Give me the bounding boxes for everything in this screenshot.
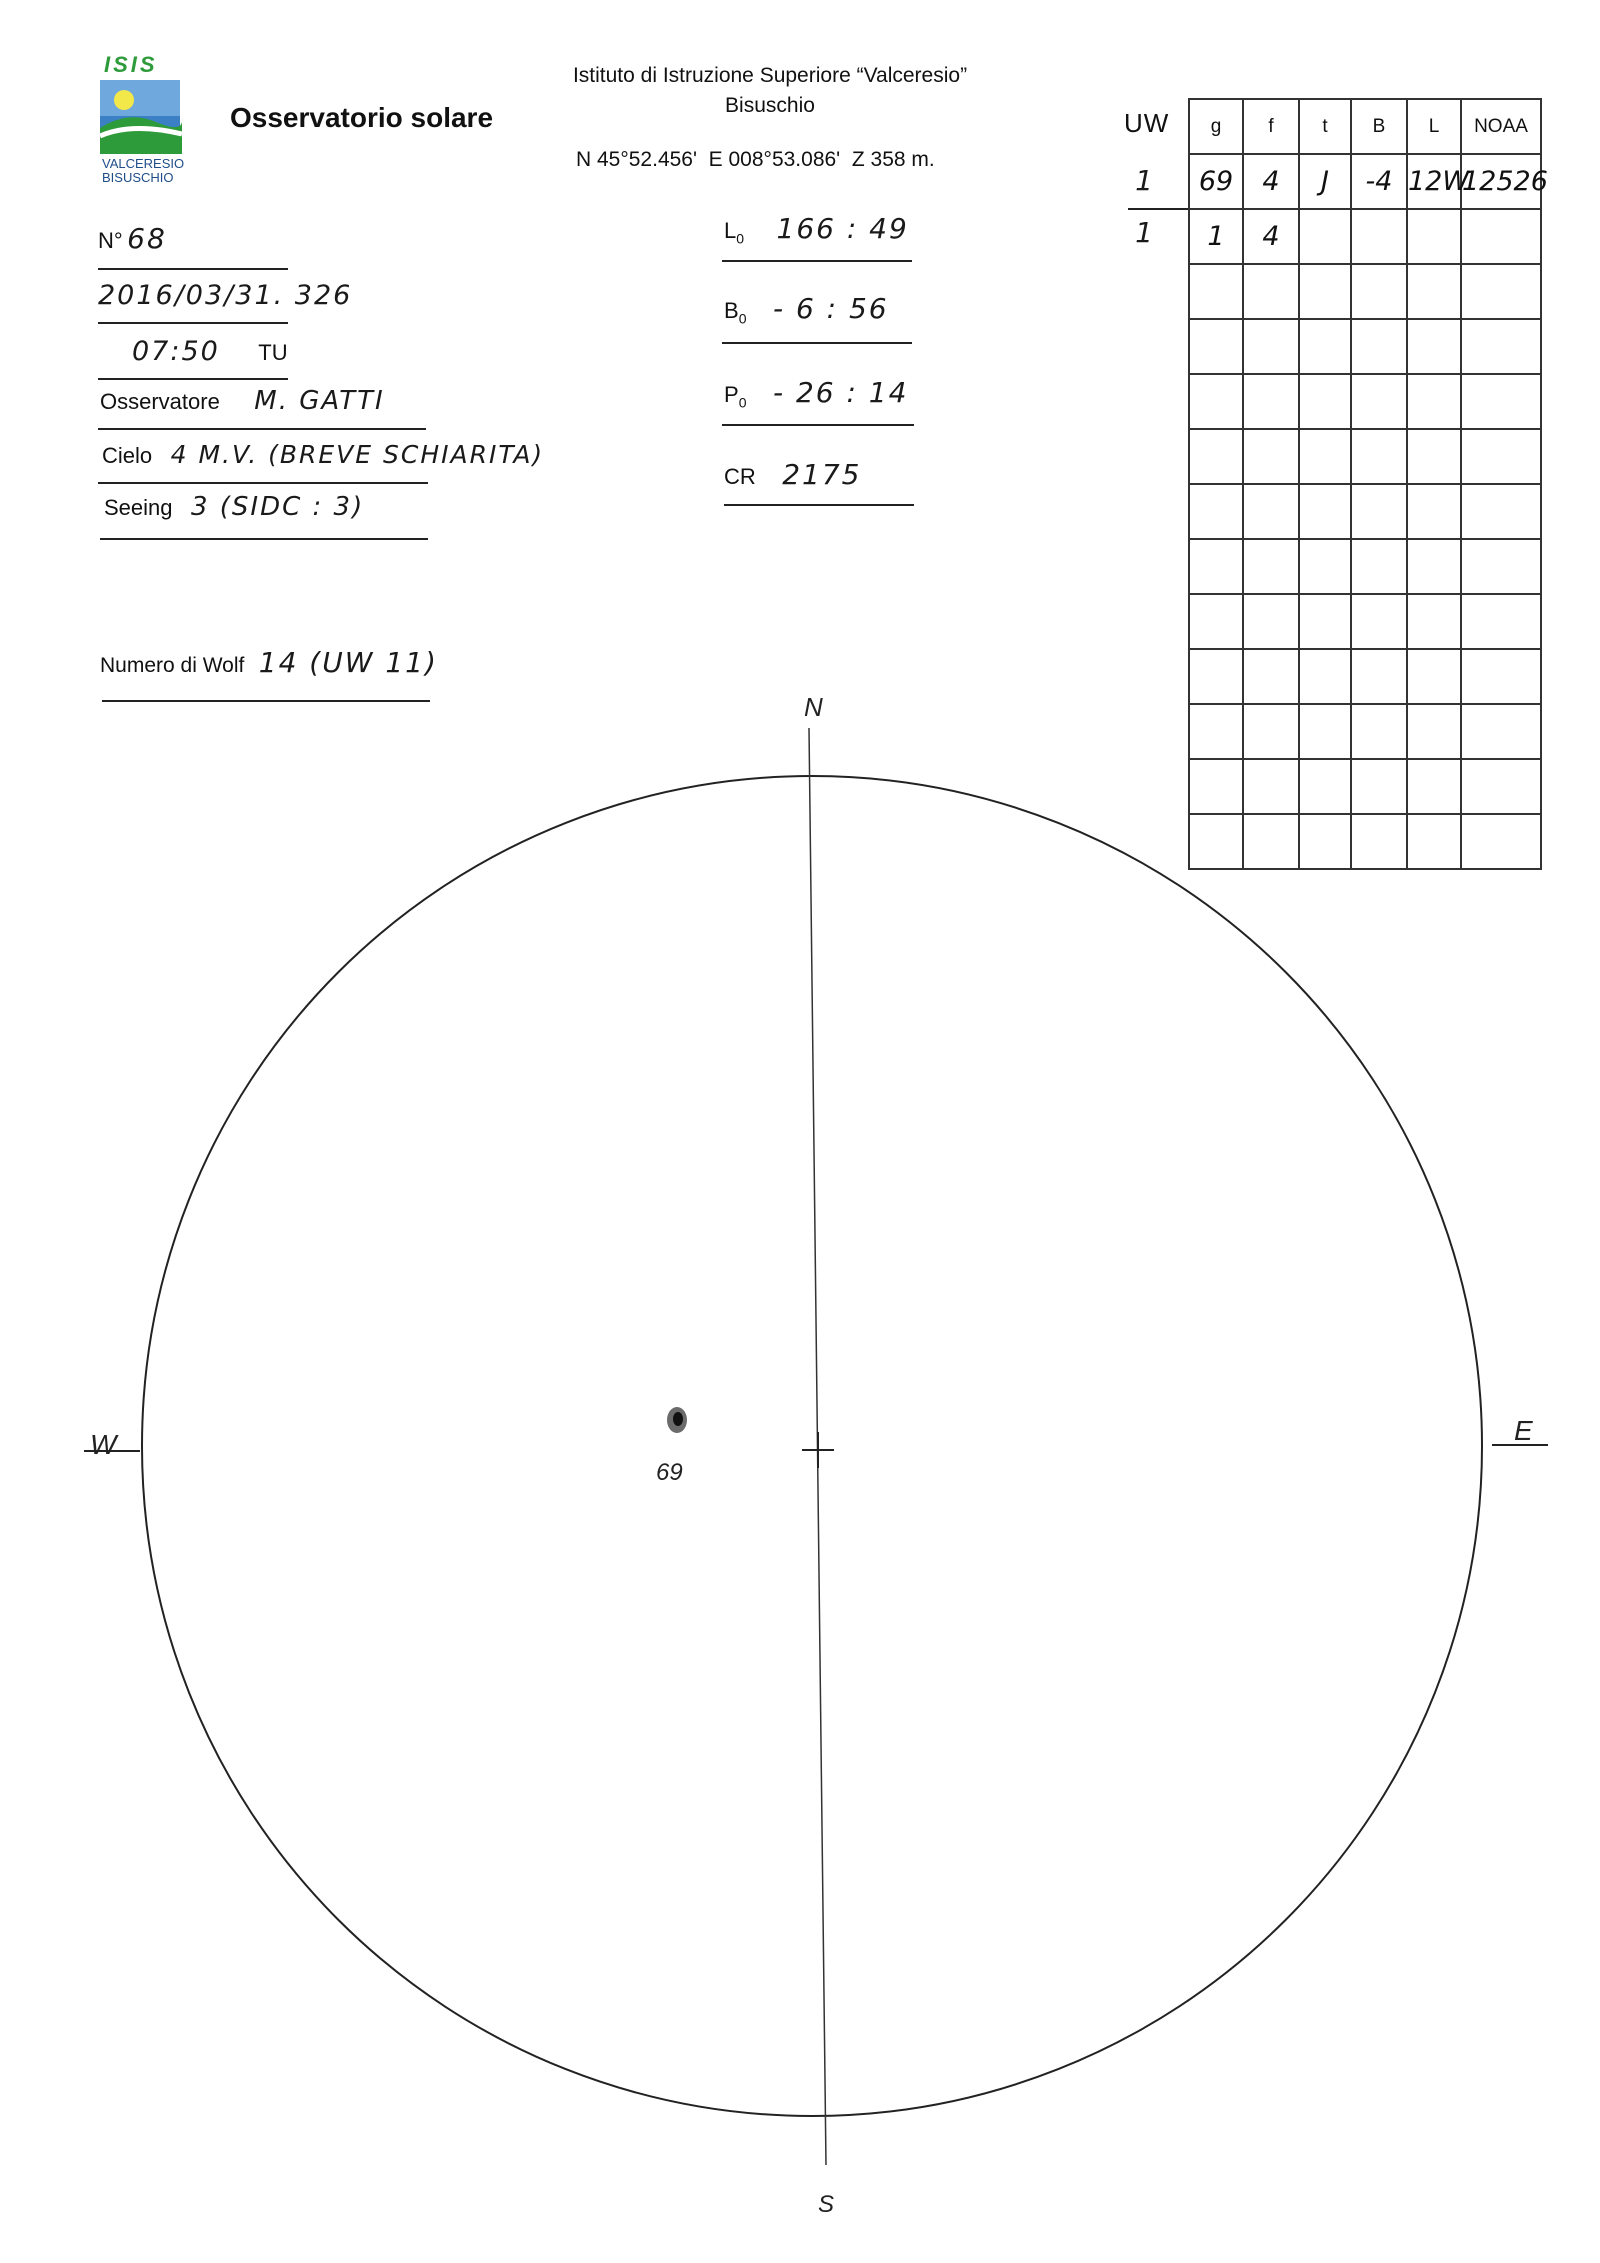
table-cell: 12W bbox=[1407, 154, 1461, 209]
uw-row-2: 1 bbox=[1135, 216, 1155, 249]
column-header-f: f bbox=[1243, 99, 1299, 154]
l0-value: 166 : 49 bbox=[776, 212, 909, 245]
south-label: S bbox=[818, 2191, 835, 2218]
table-cell: 4 bbox=[1243, 209, 1299, 264]
logo-caption-2: BISUSCHIO bbox=[102, 170, 174, 185]
logo-caption-1: VALCERESIO bbox=[102, 156, 185, 171]
uw-row-1: 1 bbox=[1135, 164, 1155, 197]
sunspot-label: 69 bbox=[656, 1459, 683, 1486]
east-label: E bbox=[1514, 1415, 1533, 1446]
observation-time-value: 07:50 bbox=[132, 336, 220, 367]
wolf-number-value: 14 (UW 11) bbox=[258, 646, 438, 679]
table-cell: 69 bbox=[1189, 154, 1243, 209]
table-cell: 1 bbox=[1189, 209, 1243, 264]
table-cell: 4 bbox=[1243, 154, 1299, 209]
sky-value: 4 M.V. (BREVE SCHIARITA) bbox=[170, 440, 545, 469]
cr-label: CR bbox=[724, 464, 756, 489]
record-number-value: 68 bbox=[127, 222, 167, 255]
observer-value: M. GATTI bbox=[254, 386, 385, 416]
observer-label: Osservatore bbox=[100, 389, 220, 414]
column-header-l: L bbox=[1407, 99, 1461, 154]
sunspot-group-69 bbox=[656, 1407, 687, 1486]
column-header-noaa: NOAA bbox=[1461, 99, 1541, 154]
observation-time-unit: TU bbox=[258, 340, 288, 365]
column-header-t: t bbox=[1299, 99, 1351, 154]
record-number-label: N° bbox=[98, 228, 123, 253]
logo-wordmark: ISIS bbox=[104, 52, 158, 77]
observatory-coordinates: N 45°52.456' E 008°53.086' Z 358 m. bbox=[576, 148, 935, 171]
wolf-number-label: Numero di Wolf bbox=[100, 654, 245, 677]
institute-name: Istituto di Istruzione Superiore “Valceresio” bbox=[572, 64, 968, 87]
seeing-value: 3 (SIDC : 3) bbox=[190, 492, 365, 522]
west-label: W bbox=[90, 1429, 117, 1460]
b0-value: - 6 : 56 bbox=[772, 292, 889, 325]
l0-label: $L_0$ bbox=[724, 218, 745, 247]
table-cell: -4 bbox=[1351, 154, 1407, 209]
table-cell: J bbox=[1299, 154, 1351, 209]
uw-header: UW bbox=[1124, 108, 1170, 138]
b0-label: $B_0$ bbox=[724, 298, 747, 327]
column-header-b: B bbox=[1351, 99, 1407, 154]
sky-label: Cielo bbox=[102, 443, 153, 468]
p0-label: $P_0$ bbox=[724, 382, 747, 411]
observatory-title: Osservatorio solare bbox=[230, 102, 494, 133]
observation-date: 2016/03/31. 326 bbox=[98, 280, 353, 311]
seeing-label: Seeing bbox=[104, 495, 173, 520]
p0-value: - 26 : 14 bbox=[772, 376, 909, 409]
cr-value: 2175 bbox=[782, 458, 862, 491]
column-header-g: g bbox=[1189, 99, 1243, 154]
sunspot-umbra bbox=[673, 1412, 683, 1426]
institute-town: Bisuschio bbox=[725, 94, 815, 117]
table-cell: 12526 bbox=[1461, 154, 1541, 209]
north-label: N bbox=[804, 692, 823, 722]
